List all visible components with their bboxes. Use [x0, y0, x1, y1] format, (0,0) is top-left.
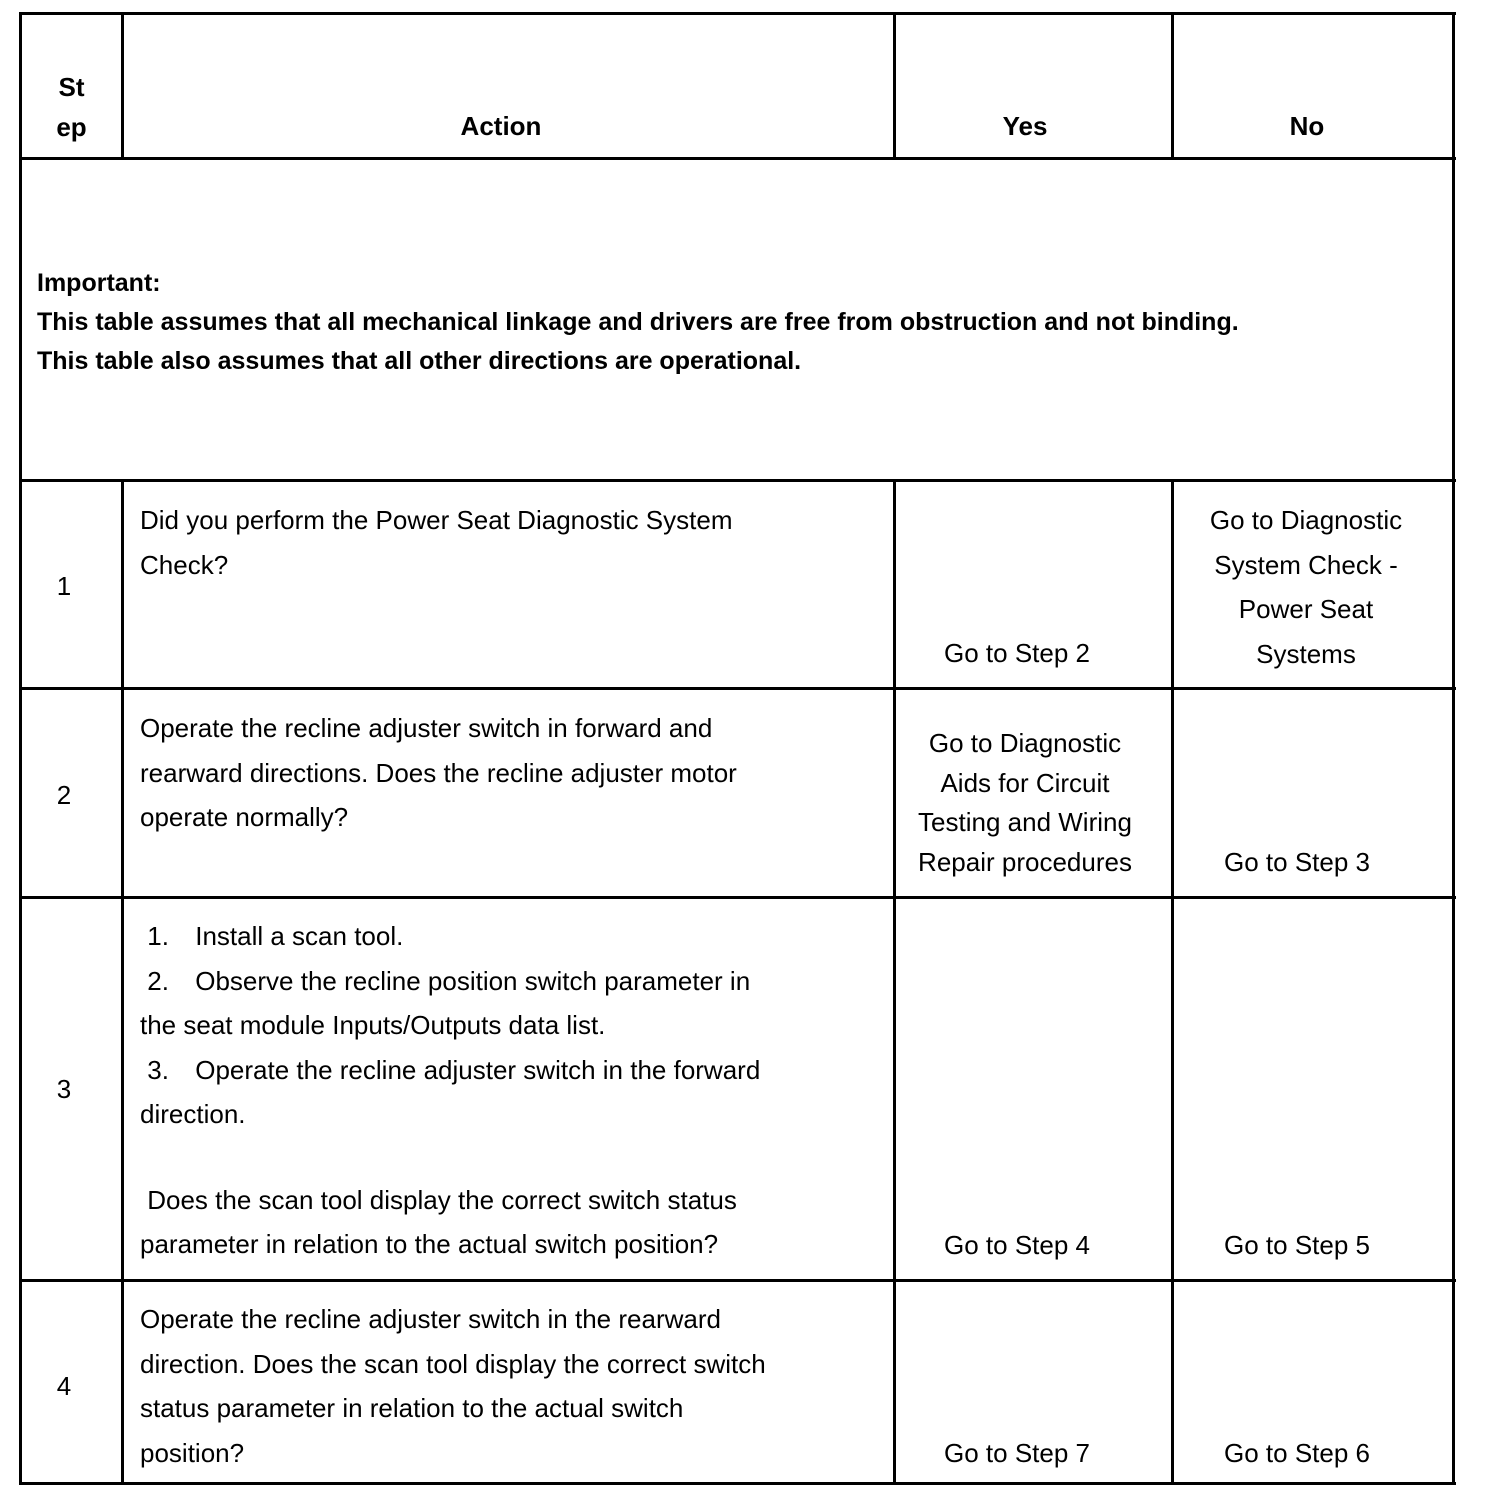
- action-line: rearward directions. Does the recline adjuster motor: [140, 757, 737, 788]
- table-border-top: [19, 12, 1456, 15]
- header-divider: [19, 157, 1456, 160]
- no-line: Go to Diagnostic: [1209, 505, 1403, 535]
- list-item-continuation: the seat module Inputs/Outputs data list.: [140, 1010, 606, 1040]
- yes-line: Repair procedures: [918, 846, 1132, 877]
- list-item-number: 1.: [147, 921, 169, 951]
- step-col-divider: [121, 479, 124, 1485]
- list-item-continuation: direction.: [140, 1099, 246, 1129]
- list-item: [140, 1048, 880, 1093]
- yes-line: Testing and Wiring: [918, 807, 1132, 837]
- header-step-line1: St: [58, 72, 85, 102]
- question-line: parameter in relation to the actual switch position?: [140, 1229, 719, 1259]
- step-number-3: 3: [56, 1074, 72, 1104]
- action-line: Operate the recline adjuster switch in the rearward: [140, 1304, 721, 1334]
- table-border-right: [1452, 12, 1455, 1485]
- list-item-number: 3.: [147, 1054, 169, 1085]
- action-line: position?: [140, 1437, 245, 1468]
- important-label: Important:: [37, 269, 161, 297]
- step-number-2: 2: [56, 780, 72, 810]
- action-line: Did you perform the Power Seat Diagnostic System: [140, 505, 733, 535]
- important-divider: [19, 479, 1456, 482]
- list-item-text: Observe the recline position switch parameter in: [195, 965, 751, 996]
- no-answer-3: Go to Step 5: [1224, 1230, 1370, 1260]
- header-no: No: [1289, 111, 1325, 141]
- action-col-divider: [893, 479, 896, 1485]
- action-line: operate normally?: [140, 802, 349, 832]
- list-item-text: Operate the recline adjuster switch in the forward: [195, 1054, 761, 1085]
- no-line: System Check -: [1214, 549, 1398, 580]
- yes-answer-3: Go to Step 4: [944, 1230, 1090, 1260]
- action-text-2: [140, 706, 880, 840]
- table-border-left: [19, 12, 22, 1485]
- row3-divider: [19, 1279, 1456, 1282]
- important-line-2: This table also assumes that all other directions are operational.: [37, 347, 802, 375]
- list-item: [140, 959, 880, 1004]
- row2-divider: [19, 896, 1456, 899]
- yes-answer-2: [896, 724, 1154, 882]
- yes-answer-4: Go to Step 7: [944, 1438, 1090, 1468]
- question-line: [140, 1178, 880, 1223]
- row1-divider: [19, 687, 1456, 690]
- action-line: status parameter in relation to the actual switch: [140, 1393, 684, 1423]
- no-line: Power Seat: [1238, 594, 1374, 624]
- list-item-number: 2.: [147, 965, 169, 996]
- no-answer-4: Go to Step 6: [1224, 1438, 1370, 1468]
- action-text-1: [140, 498, 880, 587]
- question-text: Does the scan tool display the correct switch status: [147, 1184, 737, 1215]
- action-line: direction. Does the scan tool display the correct switch: [140, 1348, 766, 1379]
- action-text-4: [140, 1297, 880, 1475]
- no-line: Systems: [1256, 638, 1356, 669]
- yes-line: Aids for Circuit: [940, 767, 1110, 798]
- table-border-bottom: [19, 1482, 1456, 1485]
- yes-answer-1: Go to Step 2: [944, 638, 1090, 668]
- important-line-1: This table assumes that all mechanical linkage and drivers are free from obstruction and not binding.: [37, 308, 1239, 336]
- list-item-text: Install a scan tool.: [195, 921, 404, 951]
- action-line: Check?: [140, 549, 229, 580]
- step-number-1: 1: [56, 571, 72, 601]
- action-line: Operate the recline adjuster switch in forward and: [140, 713, 713, 743]
- header-yes: Yes: [1002, 111, 1048, 141]
- yes-line: Go to Diagnostic: [928, 728, 1122, 758]
- important-note: [37, 264, 1437, 381]
- header-action: Action: [460, 111, 542, 141]
- header-step-line2: ep: [56, 112, 87, 142]
- no-answer-2: Go to Step 3: [1224, 847, 1370, 877]
- step-number-4: 4: [56, 1371, 72, 1401]
- no-answer-1: [1174, 498, 1438, 676]
- list-item: [140, 914, 880, 959]
- action-text-3: [140, 914, 880, 1267]
- header-step: [22, 67, 121, 147]
